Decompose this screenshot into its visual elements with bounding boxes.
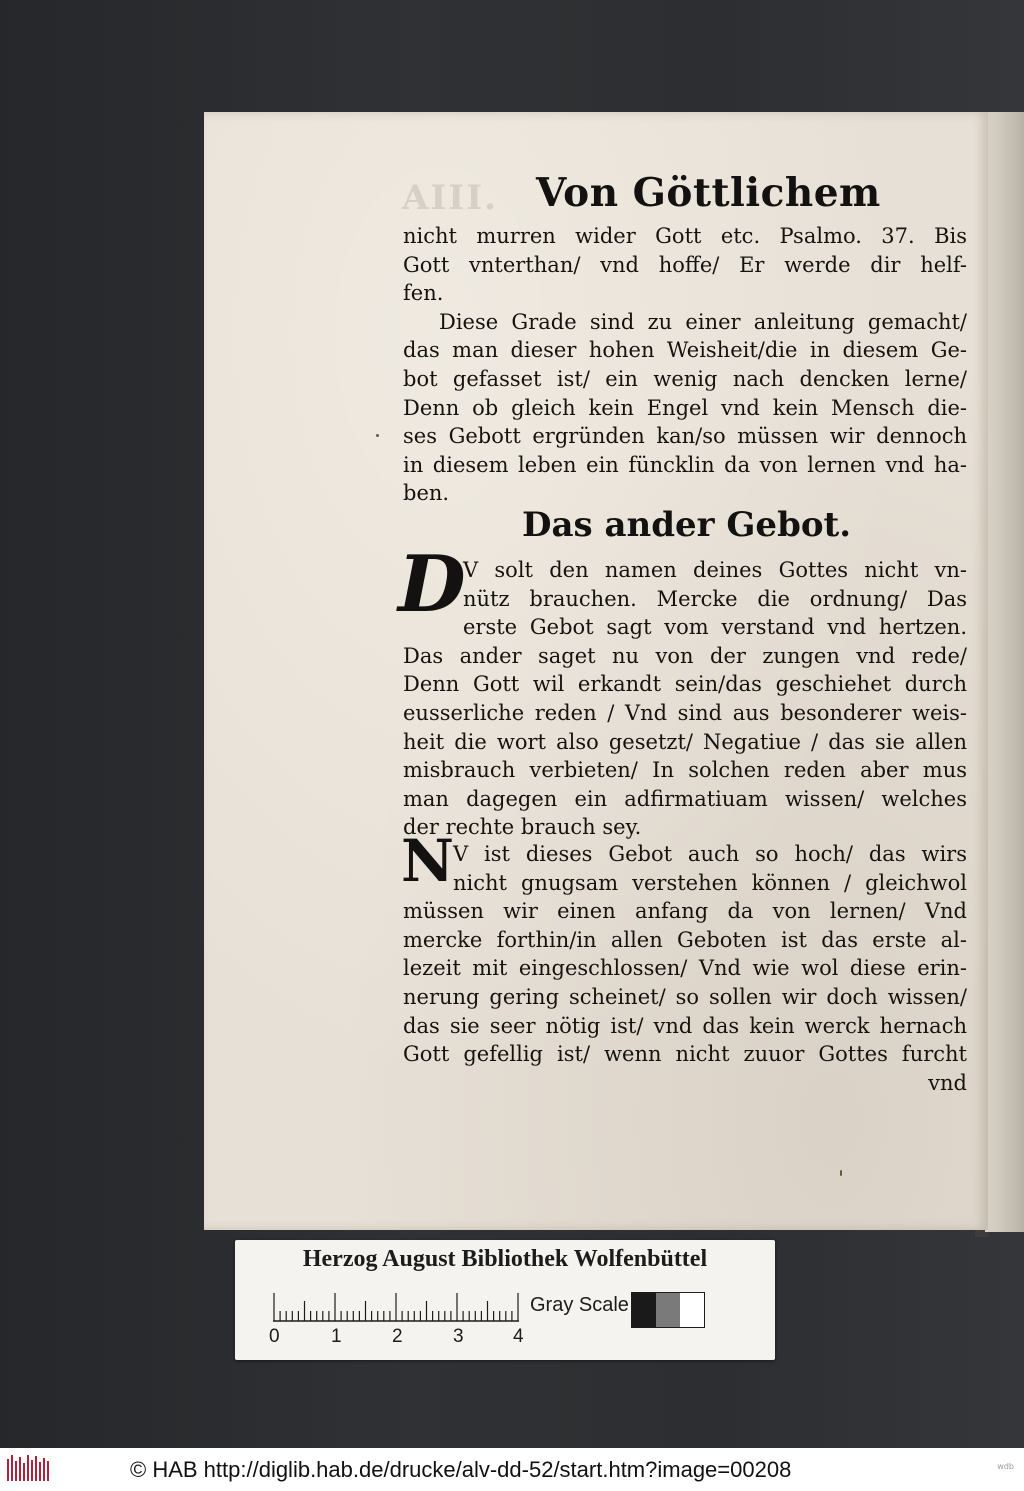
text-line: eusserliche reden / Vnd sind aus besonderer weis- [403, 700, 967, 725]
text-line: V ist dieses Gebot auch so hoch/ das wirs [453, 842, 967, 866]
gray-patch-mid [656, 1293, 680, 1327]
section-heading: Das ander Gebot. [522, 505, 852, 545]
text-line: müssen wir einen anfang da von lernen/ Vnd [403, 899, 967, 924]
text-line: der rechte brauch sey. [403, 815, 642, 840]
text-line: lezeit mit eingeschlossen/ Vnd wie wol diese erin- [403, 956, 967, 981]
text-line: Denn ob gleich kein Engel vnd kein Mensch die- [403, 395, 967, 420]
library-logo-icon [6, 1453, 50, 1485]
text-line: Gott gefellig ist/ wenn nicht zuuor Gottes furcht [403, 1042, 967, 1067]
footer-source-link[interactable]: © HAB http://diglib.hab.de/drucke/alv-dd-52/start.htm?image=00208 [130, 1457, 792, 1482]
ruler [273, 1292, 523, 1322]
show-through-text: AIII. [402, 178, 498, 218]
text-line: erste Gebot sagt vom verstand vnd hertzen. [463, 615, 967, 640]
text-line: ses Gebott ergründen kan/so müssen wir dennoch [403, 424, 967, 449]
text-line: misbrauch verbieten/ In solchen reden aber mus [403, 758, 967, 783]
text-section-1 [403, 222, 967, 508]
next-leaf-edge [985, 112, 1024, 1232]
paper-speck [840, 1170, 842, 1176]
text-line: das sie seer nötig ist/ vnd das kein werck hernach [403, 1013, 967, 1038]
text-line: nerung gering scheinet/ so sollen wir doch wissen/ [403, 984, 967, 1009]
ruler-number: 4 [513, 1326, 524, 1347]
paper-speck [376, 434, 379, 437]
ruler-number: 0 [269, 1326, 280, 1347]
text-line: mercke forthin/in allen Geboten ist das erste al- [403, 927, 967, 952]
ruler-number: 3 [453, 1326, 464, 1347]
gray-scale-label: Gray Scale [530, 1294, 629, 1316]
decorated-initial: N [401, 827, 455, 895]
catchword: vnd [928, 1070, 967, 1095]
text-line: Gott vnterthan/ vnd hoffe/ Er werde dir helf- [403, 252, 967, 277]
ruler-number: 1 [331, 1326, 342, 1347]
text-line: das man dieser hohen Weisheit/die in diesem Ge- [403, 338, 967, 363]
text-line: fen. [403, 281, 444, 306]
text-line: nütz brauchen. Mercke die ordnung/ Das [463, 586, 967, 611]
text-line: man dagegen ein adfirmatiuam wissen/ welches [403, 786, 967, 811]
text-line: nicht gnugsam verstehen können / gleichwol [453, 870, 967, 895]
text-line: heit die wort also gesetzt/ Negatiue / das sie allen [403, 729, 967, 754]
gray-scale-patches [631, 1292, 705, 1328]
text-line: Diese Grade sind zu einer anleitung gemacht/ [439, 309, 967, 334]
scale-card [235, 1240, 775, 1360]
ruler-number: 2 [392, 1326, 403, 1347]
text-line: V solt den namen deines Gottes nicht vn- [463, 558, 967, 582]
text-line: Das ander saget nu von der zungen vnd rede/ [403, 643, 967, 668]
footer-mark: wdb [997, 1462, 1014, 1471]
text-line: ben. [403, 481, 450, 506]
decorated-initial: D [398, 539, 466, 630]
text-line: Denn Gott wil erkandt sein/das geschiehet durch [403, 672, 967, 697]
card-title: Herzog August Bibliothek Wolfenbüttel [302, 1246, 708, 1272]
text-line: bot gefasset ist/ ein wenig nach dencken lerne/ [403, 366, 967, 391]
running-head: Von Göttlichem [536, 170, 881, 216]
gray-patch-light [680, 1293, 704, 1327]
footer-bar [0, 1448, 1024, 1491]
text-section-3 [403, 840, 967, 1097]
gray-patch-dark [632, 1293, 656, 1327]
text-line: nicht murren wider Gott etc. Psalmo. 37. Bis [403, 224, 967, 248]
text-line: in diesem leben ein füncklin da von lernen vnd ha- [403, 452, 967, 477]
text-section-2 [403, 556, 967, 842]
